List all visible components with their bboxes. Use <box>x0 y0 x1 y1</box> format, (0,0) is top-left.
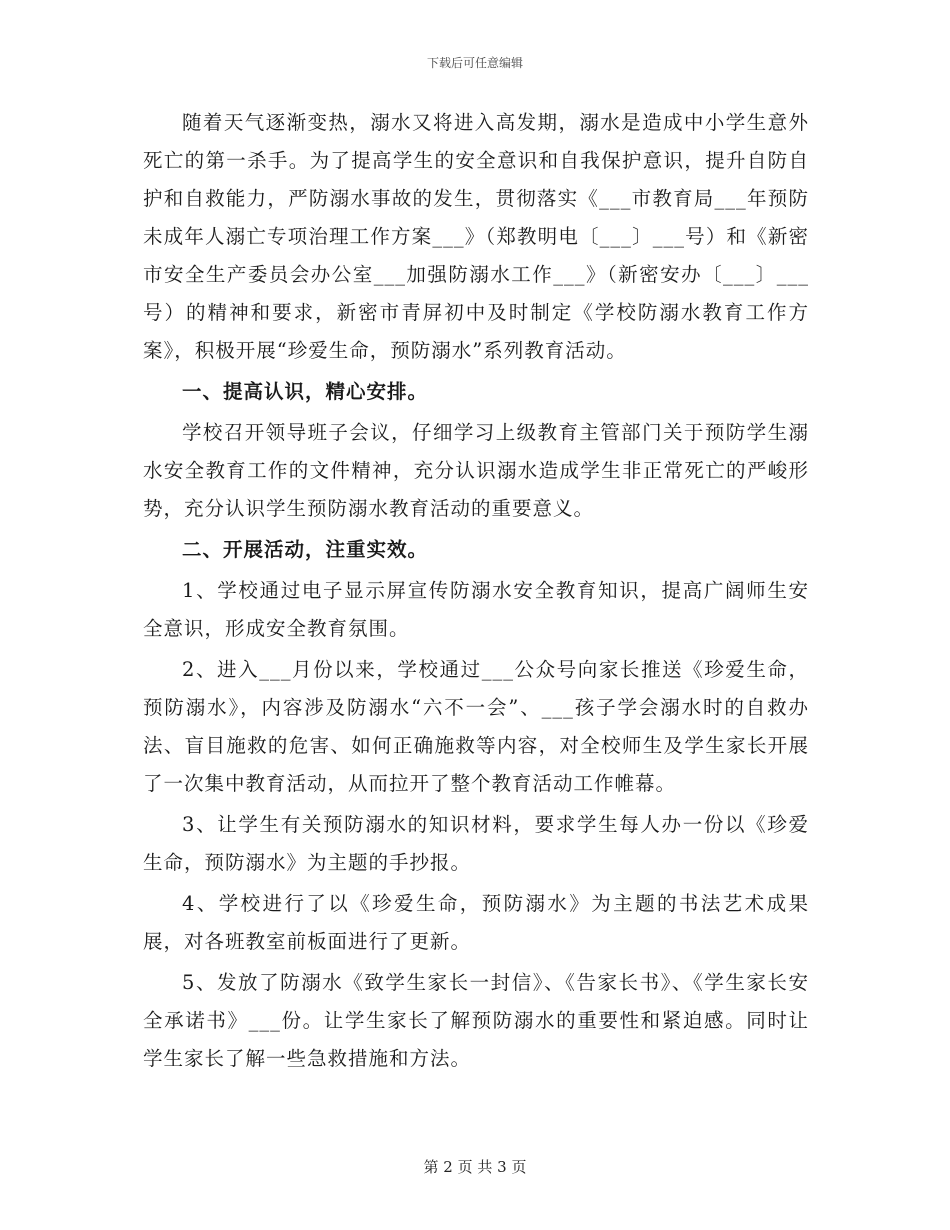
intro-paragraph: 随着天气逐渐变热，溺水又将进入高发期，溺水是造成中小学生意外死亡的第一杀手。为了提高学生的安全意识和自我保护意识，提升自防自护和自救能力，严防溺水事故的发生，贯彻落实《___市教育局___年预防未成年人溺亡专项治理工作方案___》（郑教明电〔___〕___号）和《新密市安全生产委员会办公室___加强防溺水工作___》（新密安办〔___〕___号）的精神和要求，新密市青屏初中及时制定《学校防溺水教育工作方案》，积极开展“珍爱生命，预防溺水”系列教育活动。 <box>143 111 809 362</box>
list-item-3: 3、让学生有关预防溺水的知识材料，要求学生每人办一份以《珍爱生命，预防溺水》为主题的手抄报。 <box>143 813 809 874</box>
list-item-4: 4、学校进行了以《珍爱生命，预防溺水》为主题的书法艺术成果展，对各班教室前板面进行了更新。 <box>143 892 809 953</box>
section-heading-2: 二、开展活动，注重实效。 <box>182 538 429 561</box>
list-item-1: 1、学校通过电子显示屏宣传防溺水安全教育知识，提高广阔师生安全意识，形成安全教育氛围。 <box>143 579 809 640</box>
page-header: 下载后可任意编辑 <box>426 56 523 70</box>
section-heading-1: 一、提高认识，精心安排。 <box>182 380 429 403</box>
page-number: 第 2 页 共 3 页 <box>423 1158 527 1176</box>
section-1-paragraph: 学校召开领导班子会议，仔细学习上级教育主管部门关于预防学生溺水安全教育工作的文件精神，充分认识溺水造成学生非正常死亡的严峻形势，充分认识学生预防溺水教育活动的重要意义。 <box>143 421 809 520</box>
list-item-2: 2、进入___月份以来，学校通过___公众号向家长推送《珍爱生命，预防溺水》，内容涉及防溺水“六不一会”、___孩子学会溺水时的自救办法、盲目施救的危害、如何正确施救等内容，对全校师生及学生家长开展了一次集中教育活动，从而拉开了整个教育活动工作帷幕。 <box>143 658 809 795</box>
list-item-5: 5、发放了防溺水《致学生家长一封信》、《告家长书》、《学生家长安全承诺书》___份。让学生家长了解预防溺水的重要性和紧迫感。同时让学生家长了解一些急救措施和方法。 <box>143 971 809 1070</box>
document-body <box>143 104 809 1078</box>
